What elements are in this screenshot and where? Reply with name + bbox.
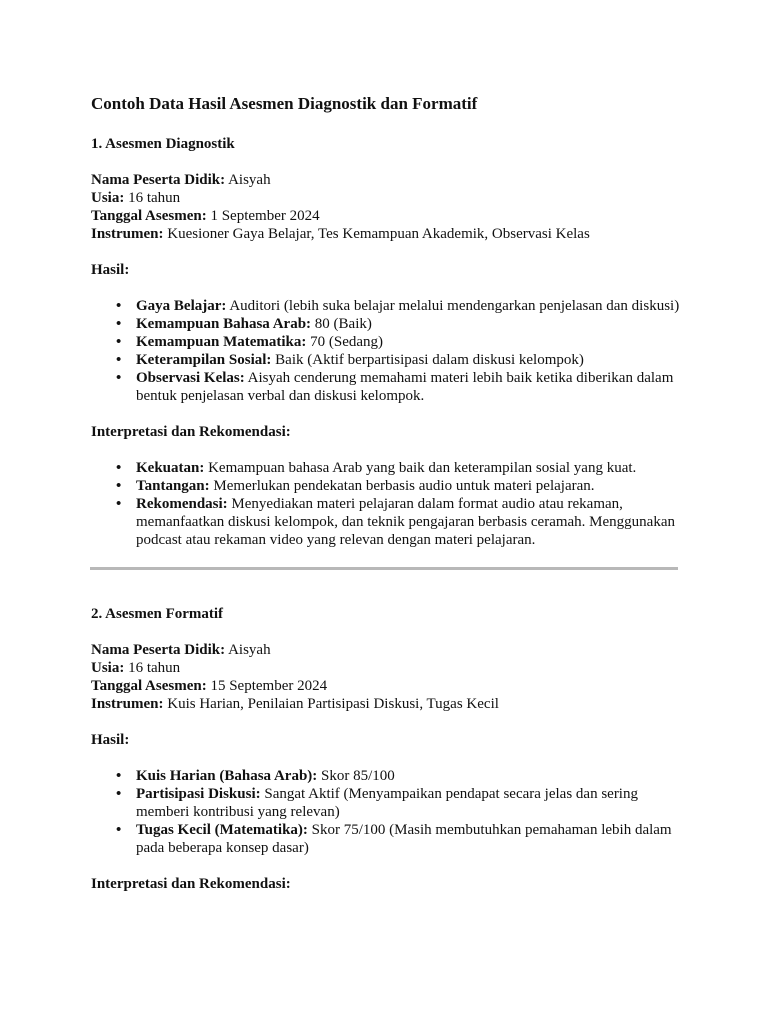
info-label: Instrumen: (91, 226, 164, 242)
item-label: Partisipasi Diskusi: (136, 786, 261, 802)
list-item (136, 333, 681, 351)
item-label: Gaya Belajar: (136, 298, 227, 314)
item-value: Auditori (lebih suka belajar melalui mendengarkan penjelasan dan diskusi) (226, 298, 680, 314)
info-line-date (91, 207, 681, 225)
info-label: Tanggal Asesmen: (91, 678, 207, 694)
diagnostic-results-heading: Hasil: (91, 262, 130, 278)
info-value: Aisyah (225, 642, 271, 658)
info-value: 16 tahun (124, 660, 181, 676)
list-item (136, 767, 681, 785)
item-value: 70 (Sedang) (306, 334, 384, 350)
list-item (136, 459, 681, 477)
document-title: Contoh Data Hasil Asesmen Diagnostik dan Formatif (91, 94, 478, 113)
item-label: Kuis Harian (Bahasa Arab): (136, 768, 318, 784)
list-item (136, 821, 681, 857)
formative-section (91, 605, 681, 893)
info-label: Nama Peserta Didik: (91, 172, 226, 188)
formative-interpretation-heading: Interpretasi dan Rekomendasi: (91, 876, 291, 892)
info-line-name (91, 171, 681, 189)
item-label: Observasi Kelas: (136, 370, 245, 386)
item-value: Menyediakan materi pelajaran dalam format audio atau rekaman, memanfaatkan diskusi kelompok, dan teknik pengajaran berbasis ceramah. Menggunakan podcast atau rekaman video yang relevan dengan materi pelajaran. (136, 496, 675, 548)
info-line-date (91, 677, 681, 695)
list-item (136, 369, 681, 405)
diagnostic-interpretation-heading: Interpretasi dan Rekomendasi: (91, 424, 291, 440)
info-label: Usia: (91, 660, 125, 676)
info-label: Usia: (91, 190, 125, 206)
info-value: 1 September 2024 (206, 208, 320, 224)
list-item (136, 297, 681, 315)
formative-heading: 2. Asesmen Formatif (91, 606, 224, 622)
document-page (91, 94, 681, 911)
item-value: Aisyah cenderung memahami materi lebih baik ketika diberikan dalam bentuk penjelasan verbal dan diskusi kelompok. (136, 370, 674, 404)
item-label: Keterampilan Sosial: (136, 352, 272, 368)
info-label: Instrumen: (91, 696, 164, 712)
item-value: Skor 85/100 (317, 768, 395, 784)
info-label: Nama Peserta Didik: (91, 642, 226, 658)
list-item (136, 351, 681, 369)
diagnostic-heading: 1. Asesmen Diagnostik (91, 136, 235, 152)
info-line-age (91, 659, 681, 677)
info-line-instrument (91, 225, 681, 243)
info-line-age (91, 189, 681, 207)
info-value: 16 tahun (124, 190, 181, 206)
list-item (136, 315, 681, 333)
formative-info (91, 641, 681, 713)
item-label: Tugas Kecil (Matematika): (136, 822, 308, 838)
info-line-name (91, 641, 681, 659)
item-value: Memerlukan pendekatan berbasis audio untuk materi pelajaran. (209, 478, 595, 494)
info-value: Aisyah (225, 172, 271, 188)
list-item (136, 495, 681, 549)
item-value: Kemampuan bahasa Arab yang baik dan keterampilan sosial yang kuat. (204, 460, 637, 476)
item-value: Baik (Aktif berpartisipasi dalam diskusi kelompok) (271, 352, 584, 368)
item-value: Sangat Aktif (Menyampaikan pendapat secara jelas dan sering memberi kontribusi yang relevan) (136, 786, 638, 820)
formative-results-heading: Hasil: (91, 732, 130, 748)
item-value: Skor 75/100 (Masih membutuhkan pemahaman lebih dalam pada beberapa konsep dasar) (136, 822, 672, 856)
item-label: Tantangan: (136, 478, 210, 494)
info-line-instrument (91, 695, 681, 713)
item-label: Kemampuan Bahasa Arab: (136, 316, 312, 332)
diagnostic-interpretation-list (91, 459, 681, 549)
item-value: 80 (Baik) (311, 316, 372, 332)
item-label: Kemampuan Matematika: (136, 334, 307, 350)
diagnostic-section (91, 135, 681, 549)
item-label: Rekomendasi: (136, 496, 228, 512)
info-value: Kuis Harian, Penilaian Partisipasi Diskusi, Tugas Kecil (163, 696, 499, 712)
info-value: Kuesioner Gaya Belajar, Tes Kemampuan Akademik, Observasi Kelas (163, 226, 590, 242)
info-value: 15 September 2024 (206, 678, 328, 694)
section-divider (90, 567, 678, 570)
diagnostic-info (91, 171, 681, 243)
diagnostic-results-list (91, 297, 681, 405)
item-label: Kekuatan: (136, 460, 205, 476)
list-item (136, 785, 681, 821)
info-label: Tanggal Asesmen: (91, 208, 207, 224)
list-item (136, 477, 681, 495)
formative-results-list (91, 767, 681, 857)
